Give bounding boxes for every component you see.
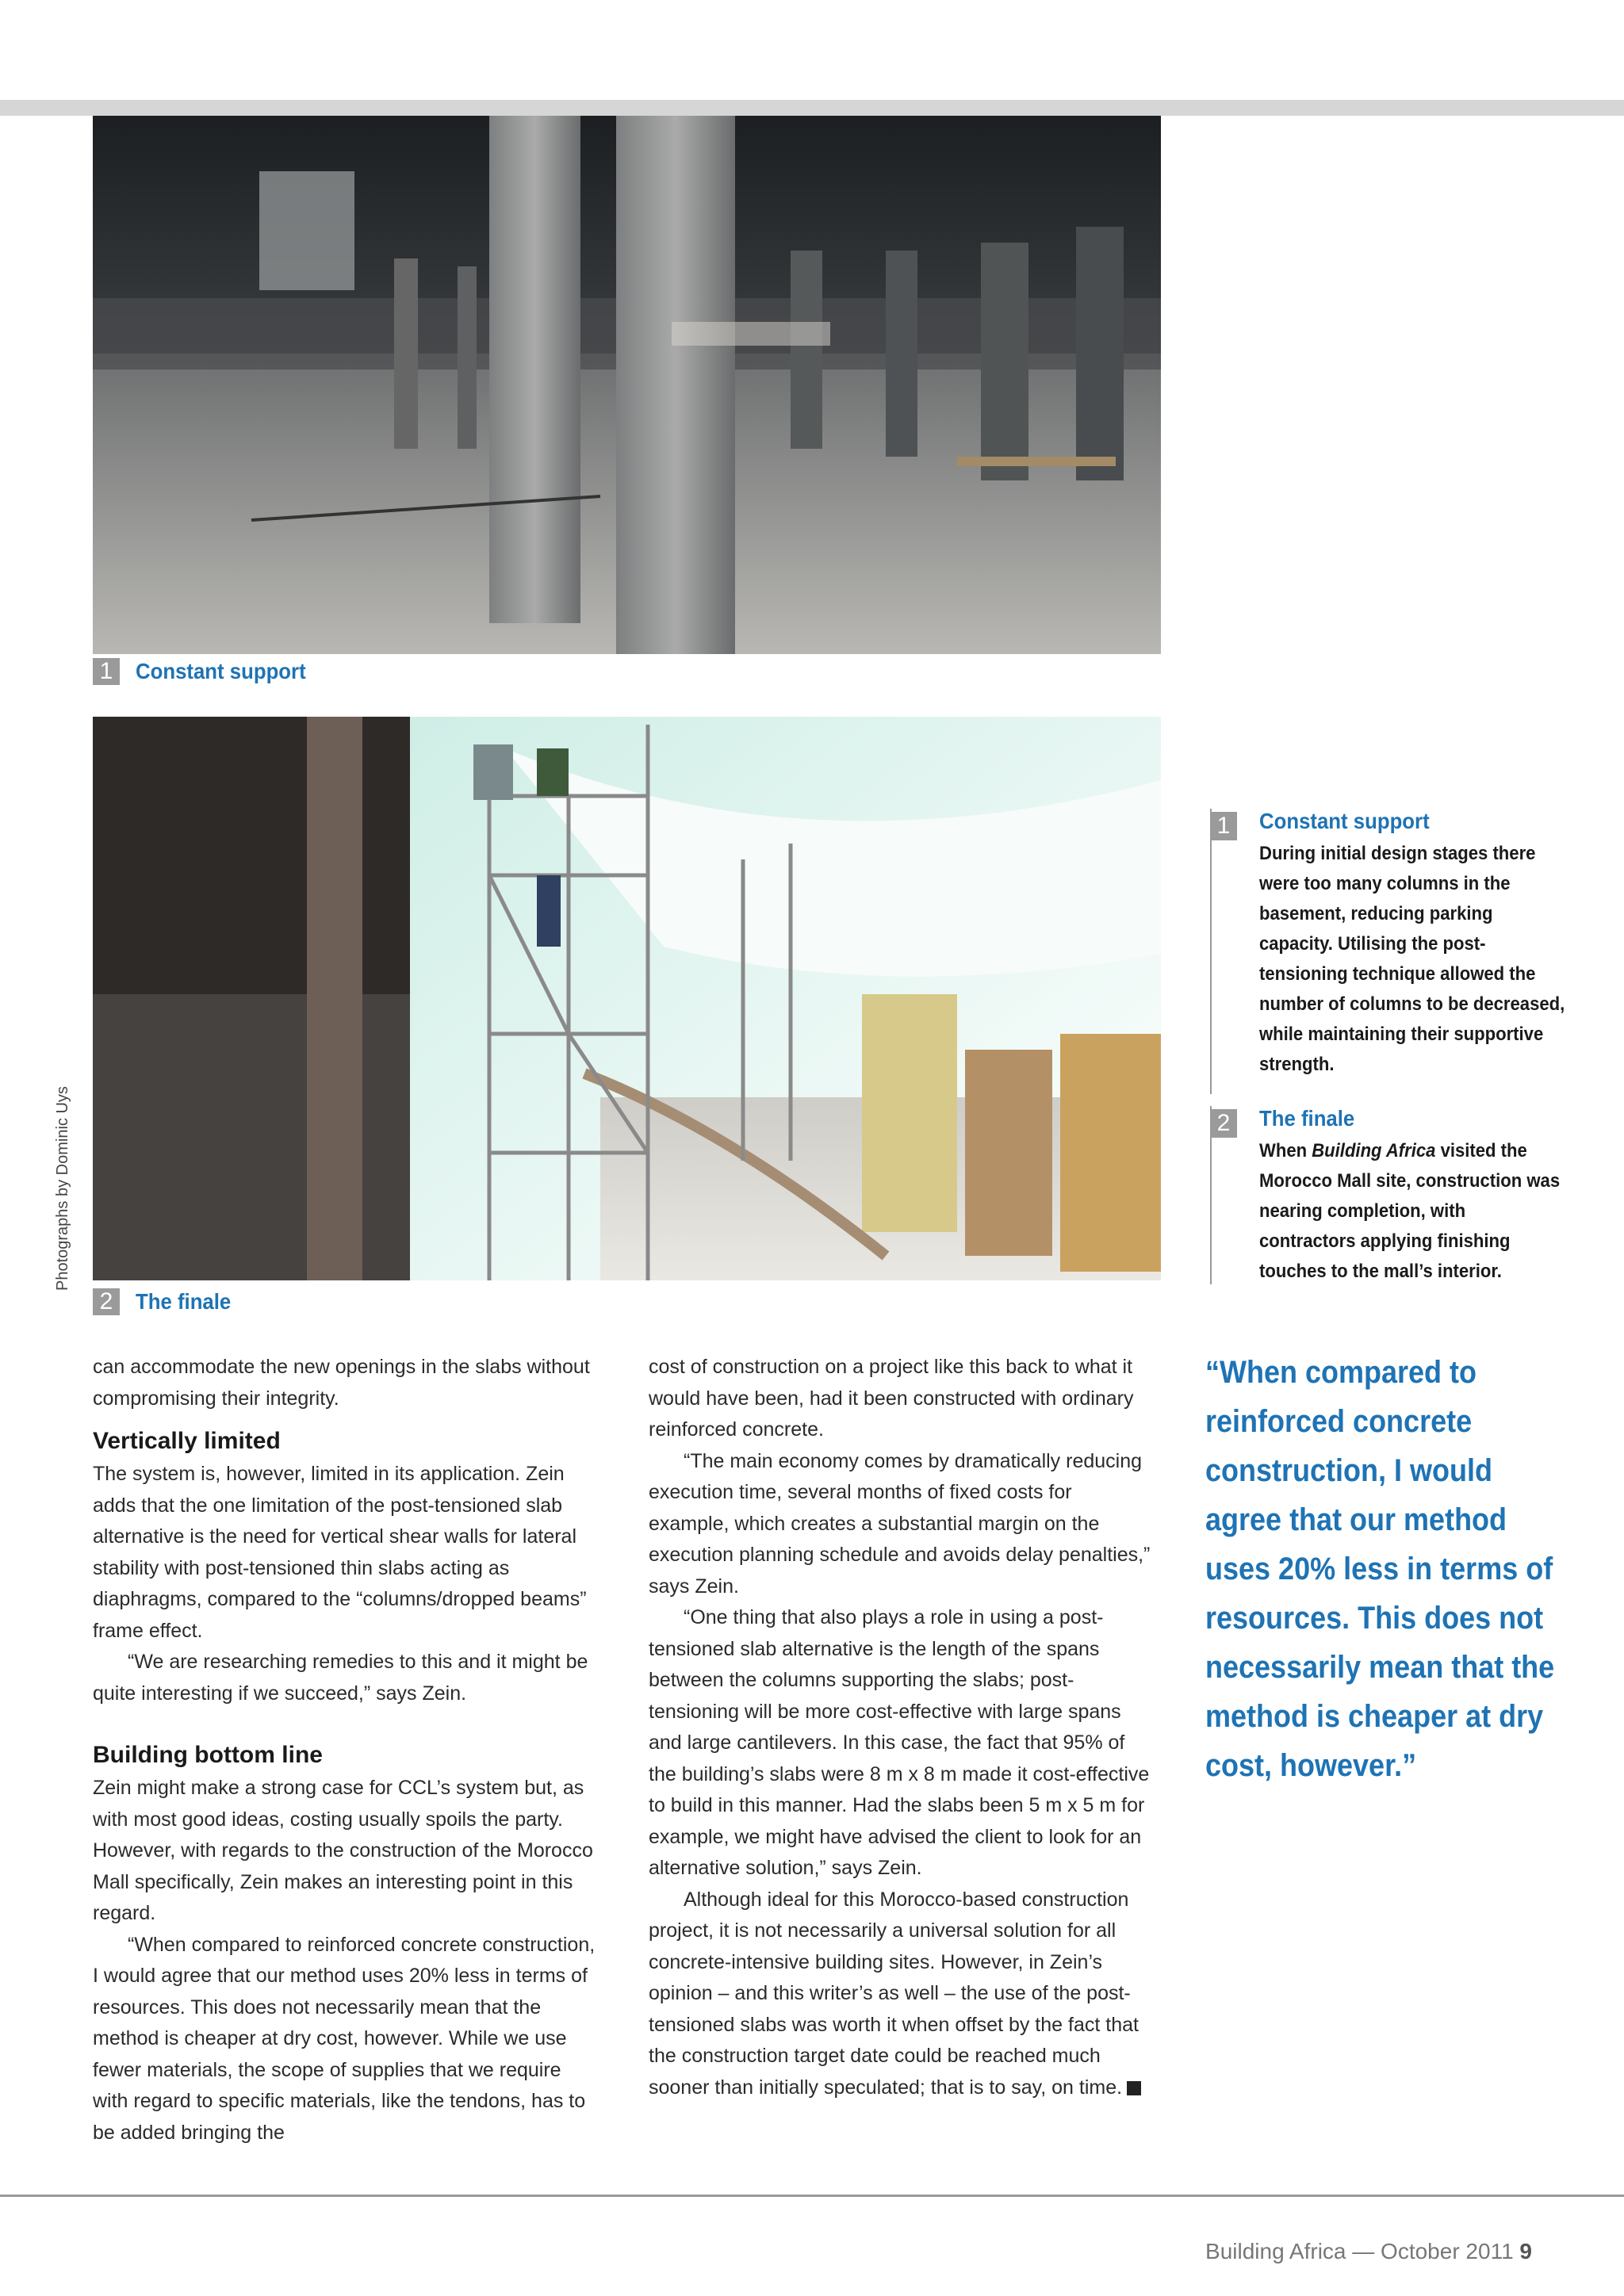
page-footer xyxy=(1205,2239,1532,2264)
col2-paragraph: cost of construction on a project like this back to what it would have been, had it been constructed with ordinary reinforced concrete. xyxy=(649,1356,1134,1441)
photo-2-title: The finale xyxy=(136,1289,232,1314)
sidebar-2-number: 2 xyxy=(1210,1109,1237,1138)
sidebar-caption-2 xyxy=(1210,1106,1561,1284)
col1-paragraph: can accommodate the new openings in the slabs without compromising their integrity. xyxy=(93,1356,590,1410)
photo-1-caption xyxy=(93,658,320,685)
photo-1-title: Constant support xyxy=(136,659,306,683)
pull-quote: “When compared to reinforced concrete construction, I would agree that our method uses 20% less in terms of resources. This does not necessarily mean that the method is cheaper at dry cost, however.” xyxy=(1205,1355,1555,1783)
body-column-2 xyxy=(649,1352,1156,2103)
sidebar-2-text: When Building Africa visited the Morocco Mall site, construction was nearing completion, with contractors applying finishing touches to the mall’s interior. xyxy=(1259,1140,1561,1282)
top-rule xyxy=(0,100,1624,116)
footer-issue: October 2011 xyxy=(1381,2239,1514,2263)
col1-paragraph: Zein might make a strong case for CCL’s system but, as with most good ideas, costing usually spoils the party. However, with regards to the construction of the Morocco Mall specifically, Zein makes an interesting point in this regard. xyxy=(93,1777,593,1924)
photo-2-number: 2 xyxy=(93,1288,120,1315)
sidebar-caption-1 xyxy=(1210,809,1565,1094)
col2-paragraph: Although ideal for this Morocco-based construction project, it is not necessarily a universal solution for all concrete-intensive building sites. However, in Zein’s opinion – and this writer’s as well – the use of the post-tensioned slabs was worth it when offset by the fact that the construction target date could be reached much sooner than initially speculated; that is to say, on time. xyxy=(649,1885,1156,2104)
sidebar-1-text: During initial design stages there were too many columns in the basement, reducing parking capacity. Utilising the post-tensioning technique allowed the number of columns to be decreased, while maintaining their supportive strength. xyxy=(1259,843,1565,1075)
photo-1-number: 1 xyxy=(93,658,120,685)
heading-building-bottom-line: Building bottom line xyxy=(93,1742,323,1768)
sidebar-1-number: 1 xyxy=(1210,812,1237,840)
photo-basement-columns xyxy=(93,116,1161,654)
body-column-1 xyxy=(93,1352,600,2149)
footer-publication: Building Africa xyxy=(1205,2239,1346,2263)
col1-paragraph: “We are researching remedies to this and it might be quite interesting if we succeed,” says Zein. xyxy=(93,1651,588,1705)
heading-vertically-limited: Vertically limited xyxy=(93,1428,281,1454)
footer-dash: — xyxy=(1352,2239,1375,2263)
col2-paragraph: “One thing that also plays a role in using a post-tensioned slab alternative is the length of the spans between the columns supporting the slabs; post-tensioning will be more cost-effective with large spans and large cantilevers. In this case, the fact that 95% of the building’s slabs were 8 m x 8 m made it cost-effective to build in this manner. Had the slabs been 5 m x 5 m for example, we might have advised the client to look for an alternative solution,” says Zein. xyxy=(649,1606,1150,1879)
page-number: 9 xyxy=(1519,2239,1532,2263)
bottom-rule xyxy=(0,2195,1624,2197)
col1-paragraph: The system is, however, limited in its application. Zein adds that the one limitation of the post-tensioned slab alternative is the need for vertical shear walls for lateral stability with post-tensioned thin slabs acting as diaphragms, compared to the “columns/dropped beams” frame effect. xyxy=(93,1463,587,1642)
photo-credit: Photographs by Dominic Uys xyxy=(54,1086,71,1291)
col1-paragraph: “When compared to reinforced concrete construction, I would agree that our method uses 20% less in terms of resources. This does not necessarily mean that the method is cheaper at dry cost, however. While we use fewer materials, the scope of supplies that we require with regard to specific materials, like the tendons, has to be added bringing the xyxy=(93,1933,596,2144)
col2-paragraph: “The main economy comes by dramatically reducing execution time, several months of fixed costs for example, which creates a substantial margin on the execution planning schedule and avoids delay penalties,” says Zein. xyxy=(649,1449,1151,1598)
sidebar-2-title: The finale xyxy=(1259,1106,1355,1131)
photo-mall-interior xyxy=(93,717,1161,1280)
sidebar-1-title: Constant support xyxy=(1259,809,1430,833)
end-mark-icon xyxy=(1127,2081,1141,2095)
sidebar-2-publication: Building Africa xyxy=(1312,1140,1436,1161)
photo-2-caption xyxy=(93,1288,239,1315)
